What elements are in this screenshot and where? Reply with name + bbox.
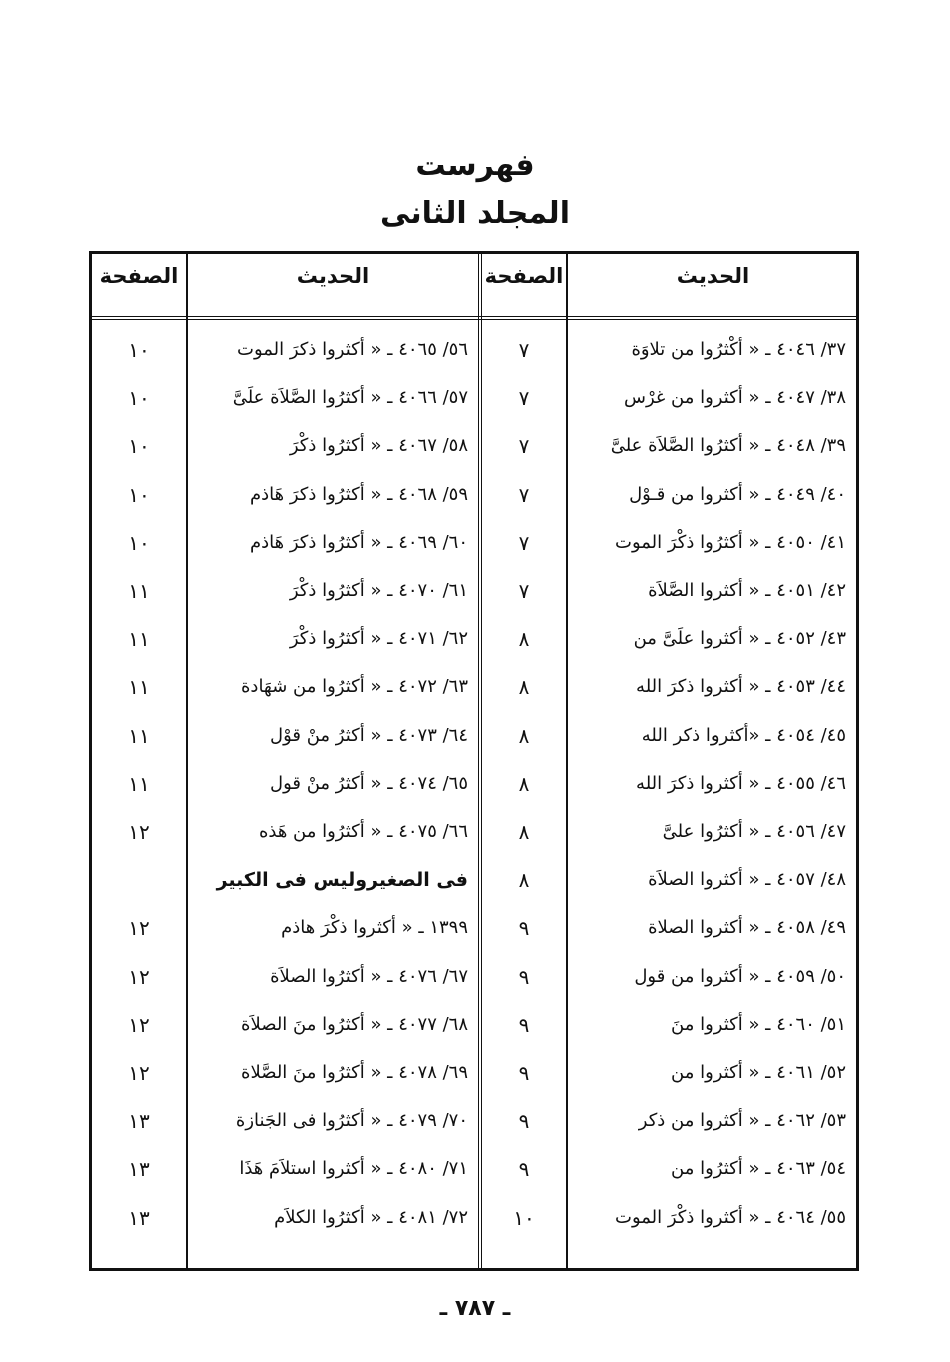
page-ref: ٨: [518, 627, 530, 652]
page-ref: ٩: [518, 1012, 530, 1037]
hadith-entry: ٥١/ ٤٠٦٠ ـ « أكثروا منَ: [671, 1013, 846, 1035]
hadith-entry: ٥٣/ ٤٠٦٢ ـ « أكثروا من ذكر: [638, 1110, 846, 1132]
page-ref: ١١: [128, 675, 150, 700]
page-ref: ٧: [518, 338, 530, 362]
page-ref: ١٠: [128, 530, 150, 555]
hadith-entry: ٤٨/ ٤٠٥٧ ـ « أكثروا الصلاَة: [648, 869, 846, 891]
hadith-entry: ٥٩/ ٤٠٦٨ ـ « أكثرُوا ذكرَ هَاذم: [250, 483, 468, 505]
hadith-entry: ٦٥/ ٤٠٧٤ ـ « أكثرُ منْ قول: [270, 772, 468, 794]
hadith-entry: ٦٠/ ٤٠٦٩ ـ « أكثرُوا ذكرَ هَاذم: [250, 531, 468, 553]
hadith-entry: ٦٤/ ٤٠٧٣ ـ « أكثرُ منْ قوْل: [270, 724, 468, 746]
page-ref: ١٠: [128, 338, 150, 362]
page-title: فهرست: [415, 148, 535, 183]
hadith-entry: ٣٨/ ٤٠٤٧ ـ « أكثروا من غرْس: [624, 387, 846, 409]
hadith-entry: ٥٤/ ٤٠٦٣ ـ « أكثرُوا من: [671, 1158, 846, 1180]
page-ref: ١٠: [513, 1205, 535, 1230]
hadith-entry: ٣٧/ ٤٠٤٦ ـ « أكْثرُوا من تلاوَة: [631, 339, 846, 360]
page-ref: ١٢: [128, 964, 150, 989]
page-ref: ١١: [128, 579, 150, 603]
page-ref: ١٢: [128, 916, 150, 941]
page-ref: ٧: [518, 386, 530, 411]
header-page-right: الصفحة: [484, 264, 564, 288]
hadith-entry: ٥٨/ ٤٠٦٧ ـ « أكثرُوا ذكْرَ: [289, 435, 468, 457]
hadith-entry: ٤٧/ ٤٠٥٦ ـ « أكثرُوا علىَّ: [662, 821, 846, 842]
header-hadith-left: الحديث: [296, 264, 370, 288]
hadith-entry: ٦٨/ ٤٠٧٧ ـ « أكثرُوا منَ الصلاَة: [241, 1013, 468, 1035]
hadith-entry: ٧١/ ٤٠٨٠ ـ « أكثروا استلاَمَ هَذَا: [239, 1158, 468, 1180]
page-ref: [92, 866, 186, 894]
hadith-entry: ٤٣/ ٤٠٥٢ ـ « أكثروا علَىَّ من: [633, 628, 846, 650]
header-hadith-right: الحديث: [676, 264, 750, 288]
index-table: [89, 251, 859, 1271]
page-ref: ٧: [518, 434, 530, 459]
header-divider: [92, 316, 856, 320]
page-ref: ٨: [518, 820, 530, 844]
page-ref: ١٣: [128, 1109, 150, 1134]
hadith-entry: ٤٠/ ٤٠٤٩ ـ « أكثروا من قـوْل: [629, 483, 846, 505]
hadith-entry: ٧٠/ ٤٠٧٩ ـ « أكثرُوا فى الجَنازة: [235, 1110, 468, 1132]
page-ref: ١١: [128, 771, 150, 796]
hadith-entry: ٥٢/ ٤٠٦١ ـ « أكثروا من: [671, 1062, 846, 1083]
page-ref: ١٣: [128, 1205, 150, 1230]
hadith-entry: ٥٧/ ٤٠٦٦ ـ « أكثرُوا الصَّلاَة علَىَّ: [232, 387, 468, 409]
page-ref: ١١: [128, 627, 150, 652]
hadith-entry: ٤٩/ ٤٠٥٨ ـ « أكثروا الصلاة: [648, 917, 846, 939]
page-ref: ١١: [128, 723, 150, 748]
hadith-entry: ٦٦/ ٤٠٧٥ ـ « أكثرُوا من هَذه: [258, 821, 468, 842]
page-ref: ٨: [518, 723, 530, 748]
hadith-entry: ٤٤/ ٤٠٥٣ ـ « أكثروا ذكرَ الله: [636, 676, 846, 698]
page-ref: ٩: [518, 916, 530, 941]
page-ref: ٩: [518, 1157, 530, 1182]
page-ref: ١٢: [128, 1012, 150, 1037]
header-page-left: الصفحة: [99, 264, 179, 288]
hadith-entry: ٤٥/ ٤٠٥٤ ـ «أكثروا ذكر الله: [641, 724, 846, 746]
hadith-entry: ١٣٩٩ ـ « أكثروا ذكْرَ هاذم: [281, 917, 468, 939]
hadith-entry: ٤٦/ ٤٠٥٥ ـ « أكثروا ذكرَ الله: [636, 772, 846, 794]
hadith-entry: ٦١/ ٤٠٧٠ ـ « أكثرُوا ذكْرَ: [289, 580, 468, 601]
page-ref: ١٣: [128, 1157, 150, 1182]
hadith-entry: ٤١/ ٤٠٥٠ ـ « أكثرُوا ذكْرَ الموت: [615, 531, 846, 553]
hadith-entry: ٥٥/ ٤٠٦٤ ـ « أكثروا ذكْرَ الموت: [615, 1206, 846, 1228]
page-ref: ٩: [518, 1109, 530, 1134]
hadith-entry: ٦٢/ ٤٠٧١ ـ « أكثرُوا ذكْرَ: [289, 628, 468, 650]
section-heading: فى الصغيروليس فى الكبير: [216, 869, 468, 892]
page-ref: ١٢: [128, 1061, 150, 1085]
page-ref: ٧: [518, 579, 530, 603]
hadith-entry: ٦٧/ ٤٠٧٦ ـ « أكثرُوا الصلاَة: [270, 965, 468, 987]
hadith-entry: ٦٣/ ٤٠٧٢ ـ « أكثرُوا من شهَادة: [241, 676, 468, 698]
page-ref: ٩: [518, 1061, 530, 1085]
hadith-entry: ٥٦/ ٤٠٦٥ ـ « أكثروا ذكرَ الموت: [237, 339, 468, 360]
hadith-entry: ٣٩/ ٤٠٤٨ ـ « أكثرُوا الصَّلاَة علىَّ: [610, 435, 846, 457]
hadith-entry: ٧٢/ ٤٠٨١ ـ « أكثرُوا الكلاَم: [274, 1206, 468, 1228]
page-ref: ١٠: [128, 482, 150, 507]
hadith-entry: ٤٢/ ٤٠٥١ ـ « أكثروا الصَّلاَة: [648, 580, 846, 601]
page-number: ـ ٧٨٧ ـ: [439, 1296, 511, 1321]
page-ref: ٧: [518, 482, 530, 507]
hadith-entry: ٦٩/ ٤٠٧٨ ـ « أكثرُوا منَ الصَّلاة: [241, 1062, 468, 1083]
page-ref: ٧: [518, 530, 530, 555]
page-ref: ٨: [518, 675, 530, 700]
volume-title: المجلد الثانى: [380, 196, 570, 231]
hadith-entry: ٥٠/ ٤٠٥٩ ـ « أكثروا من قول: [634, 965, 846, 987]
page-ref: ١٠: [128, 386, 150, 411]
divider-right-page: [566, 254, 568, 1268]
page-ref: ١٠: [128, 434, 150, 459]
page-ref: ٩: [518, 964, 530, 989]
page-ref: ٨: [518, 868, 530, 893]
page-ref: ٨: [518, 771, 530, 796]
page-ref: ١٢: [128, 820, 150, 844]
